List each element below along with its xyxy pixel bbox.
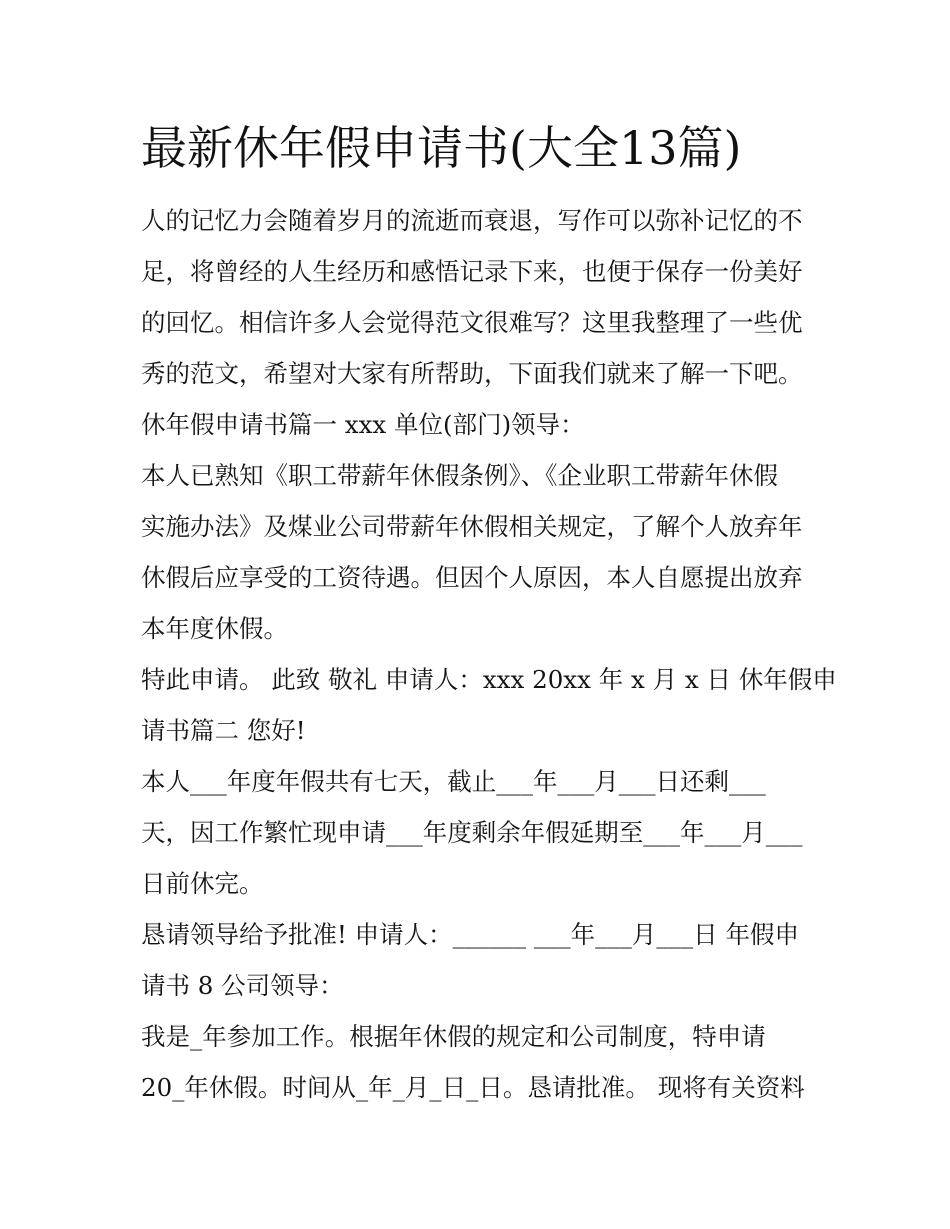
body-line-3: 的回忆。相信许多人会觉得范文很难写？这里我整理了一些优	[141, 308, 803, 337]
body-line-9: 本年度休假。	[141, 614, 288, 643]
body-line-6: 本人已熟知《职工带薪年休假条例》、《企业职工带薪年休假	[141, 461, 778, 490]
body-line-2: 足，将曾经的人生经历和感悟记录下来，也便于保存一份美好	[141, 257, 803, 286]
body-line-16: 请书 8 公司领导：	[141, 971, 344, 1000]
body-line-13: 天，因工作繁忙现申请___年度剩余年假延期至___年___月___	[141, 818, 803, 847]
body-line-17: 我是_年参加工作。根据年休假的规定和公司制度，特申请	[141, 1022, 766, 1051]
body-line-10: 特此申请。 此致 敬礼 申请人：xxx 20xx 年 x 月 x 日 休年假申	[141, 665, 837, 694]
body-line-8: 休假后应享受的工资待遇。但因个人原因，本人自愿提出放弃	[141, 563, 803, 592]
body-line-18: 20_年休假。时间从_年_月_日_日。恳请批准。 现将有关资料	[141, 1073, 805, 1102]
body-line-5: 休年假申请书篇一 xxx 单位(部门)领导：	[141, 410, 585, 439]
body-line-12: 本人___年度年假共有七天，截止___年___月___日还剩___	[141, 767, 766, 796]
body-line-11: 请书篇二 您好!	[141, 716, 306, 745]
body-line-1: 人的记忆力会随着岁月的流逝而衰退，写作可以弥补记忆的不	[141, 206, 803, 235]
body-line-15: 恳请领导给予批准! 申请人：______ ___年___月___日 年假申	[141, 920, 799, 949]
body-line-4: 秀的范文，希望对大家有所帮助，下面我们就来了解一下吧。	[141, 359, 803, 388]
body-line-7: 实施办法》及煤业公司带薪年休假相关规定，了解个人放弃年	[141, 512, 803, 541]
body-line-14: 日前休完。	[141, 869, 264, 898]
document-title: 最新休年假申请书(大全13篇)	[141, 121, 742, 175]
